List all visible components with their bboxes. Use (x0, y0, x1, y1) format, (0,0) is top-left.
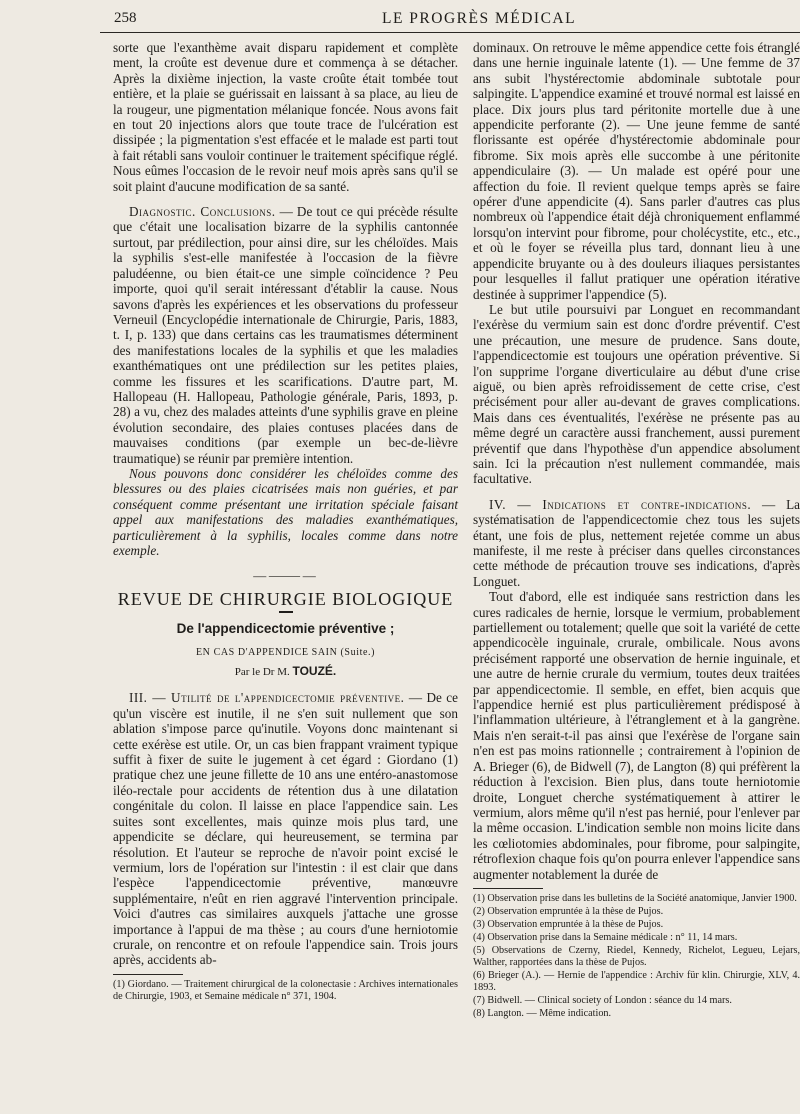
section-iv (473, 497, 800, 589)
conclusion-italic: Nous pouvons donc considérer les chéloïdes comme des blessures ou des plaies cicatrisées mais non guéries, et par conséquent comme présentant une irritation spéciale faisant appel aux manifestations des maladies exanthématiques, particulièrement à la syphilis, locales comme dans notre exemple. (113, 465, 458, 558)
author-name: TOUZÉ. (292, 664, 337, 679)
right-column (473, 40, 800, 1021)
section-iii (113, 690, 458, 967)
footnote-item: (1) Observation prise dans les bulletins de la Société anatomique, Janvier 1900. (473, 892, 797, 904)
page-number: 258 (114, 10, 137, 26)
right-paragraph-3: Tout d'abord, elle est indiquée sans restriction dans les cures radicales de hernie, lorsque le vermium, probablement partiellement ou totalement; quelle que soit la variété de cette appendicocèle inguinale, crurale, ombilicale. Nous avons précisément rapporté une observation de hernie inguinale, et une autre de hernie crurale du vermium, toutes deux traitées par appendicectomie. Il semble, en effet, bien acquis que l'appendice hernié est plus particulièrement prédisposé à l'inflammation ultérieure, à l'étranglement et à la gangrène. Mais n'en serait-t-il pas ainsi que l'exérèse de l'organe sain n'en est pas moins rationnelle ; contrairement à l'opinion de A. Brieger (6), de Bidwell (7), de Langton (8) qui préfèrent la réduction à l'excision. Bien plus, dans toute herniotomie droite, Longuet cherche systématiquement à attirer le vermium, alors même qu'il n'est pas hernié, pour l'enlever par la même occasion. L'indication semble non moins licite dans les cœliotomies abdominales, pour fibrome, pour salpingite, rétroflexion chaque fois qu'on pourra enlever l'appendice sans augmenter notablement la durée de (473, 589, 800, 882)
left-paragraph-1: sorte que l'exanthème avait disparu rapidement et complète ment, la croûte est devenue dure et commença à se détacher. Après la dixième injection, la vaste croûte était tombée tout entière, et la plaie se guérissait en laissant à sa place, au lieu de la rougeur, une pigmentation mélanique foncée. Nous avons fait en tout 20 injections alors que toute trace de l'ulcération est dissipée ; la pigmentation s'est effacée et le malade est parti tout à fait rétabli sans vouloir continuer le traitement spécifique réglé. Nous eûmes l'occasion de le revoir neuf mois après sans qu'il se soit plaint d'aucune modification de sa santé. (113, 40, 458, 194)
section-title-rule (279, 611, 293, 613)
diagnostic-text: — De tout ce qui précède résulte que c'était une localisation bizarre de la syphilis cantonnée surtout, par prédilection, pour ainsi dire, sur les chéloïdes. Mais la syphilis s'est-elle manifestée à l'occasion de la fièvre paludéenne, ou bien était-ce une simple coïncidence ? Peu importe, quoi qu'il serait intéressant d'établir la cause. Nous savons d'après les expériences et les observations du professeur Verneuil (Encyclopédie internationale de Chirurgie, Paris, 1883, t. I, p. 133) que dans certains cas les traumatismes déterminent des manifestations locales de la syphilis et que les maladies exanthématiques ont une prédilection sur les petites plaies, comme les fissures et les scarifications. D'autre part, M. Hallopeau (H. Hallopeau, Pathologie générale, Paris, 1893, p. 28) a vu, chez des malades atteints d'une syphilis grave en pleine évolution secondaire, des plaies contuses placées dans de mauvaises conditions (par exemple un bec-de-lièvre traumatique) se réunir par première intention. (113, 204, 459, 466)
page-header (100, 6, 800, 34)
diagnostic-paragraph (113, 204, 458, 466)
left-footnote-rule (113, 974, 183, 975)
running-title: LE PROGRÈS MÉDICAL (382, 10, 577, 27)
section-iii-label: III. — Utilité de l'appendicectomie préventive. (129, 690, 405, 706)
footnote-item: (3) Observation empruntée à la thèse de Pujos. (473, 918, 664, 930)
right-footnotes (473, 893, 800, 1020)
footnote-item: (2) Observation empruntée à la thèse de Pujos. (473, 905, 664, 917)
footnote-item: (5) Observations de Czerny, Riedel, Kennedy, Richelot, Legueu, Lejars, Walther, rapportées dans la thèse de Pujos. (473, 944, 800, 968)
article-case: EN CAS D'APPENDICE SAIN (Suite.) (195, 646, 376, 658)
right-paragraph-2: Le but utile poursuivi par Longuet en recommandant l'exérèse du vermium sain est donc d'ordre préventif. C'est une précaution, une mesure de prudence. Sans doute, l'appendicectomie est toujours une opération préventive. Si l'on supprime l'organe diverticulaire au début d'une crise aiguë, ou bien après refroidissement de cette crise, c'est précisément pour aller au-devant de graves complications. Mais dans ces éventualités, l'exérèse ne présente pas au même degré un caractère aussi franchement, aussi purement préventif que dans l'hypothèse d'un appendice absolument sain. Ici la précaution n'est nullement commandée, mais facultative. (473, 301, 800, 487)
footnote-item: (8) Langton. — Même indication. (473, 1007, 612, 1019)
article-title: De l'appendicectomie préventive ; (176, 621, 395, 637)
left-column (113, 40, 458, 1003)
section-divider: —⸻— (253, 568, 318, 584)
diagnostic-label: Diagnostic. Conclusions. (129, 204, 276, 220)
section-iv-text: — La systématisation de l'appendicectomie chez tous les sujets étant, une fois de plus, nettement rejetée comme un abus manifeste, il me reste à préciser dans quelles circonstances cette méthode de précaution trouve ses indications, d'après Longuet. (473, 496, 800, 589)
header-rule (100, 32, 800, 33)
article-author (113, 664, 458, 680)
footnote-item: (7) Bidwell. — Clinical society of London : séance du 14 mars. (473, 994, 732, 1006)
footnote-item: (6) Brieger (A.). — Hernie de l'appendice : Archiv für klin. Chirurgie, XLV, 4. 1893. (473, 969, 800, 993)
left-footnote: (1) Giordano. — Traitement chirurgical de la colonectasie : Archives internationales de Chirurgie, 1903, et Semaine médicale n° 371, 1904. (113, 978, 458, 1002)
author-prefix: Par le Dr M. (234, 666, 290, 679)
section-iii-text: — De ce qu'un viscère est inutile, il ne s'en suit nullement que son ablation s'impose parce qu'inutile. Voyons donc maintenant si cette exérèse est utile. Or, un cas bien frappant vraiment typique suffit à fixer de suite le jugement à cet égard : Giordano (1) pratique chez une jeune fillette de 10 ans une entéro-anastomose iléo-rectale pour accidents de rétention dus à une dilatation congénitale du colon. Il laisse en place l'appendice sain. Les suites sont excellentes, mais quinze mois plus tard, une appendicite se déclare, qui heureusement, se termina par résolution. Et l'auteur se reproche de n'avoir point excisé le vermium, lors de l'opération sur l'intestin : il est clair que dans l'espèce l'appendicectomie préventive, manœuvre supplémentaire, n'eût en rien aggravé l'intervention principale. Voici d'autres cas similaires auxquels j'attache une grosse importance à l'appui de ma thèse ; au cours d'une herniotomie crurale, on rencontre et on refoule l'appendice sain. Trois jours après, accidents ab- (113, 690, 459, 968)
section-iv-label: IV. — Indications et contre-indications. (489, 496, 752, 512)
footnote-item: (4) Observation prise dans la Semaine médicale : n° 11, 14 mars. (473, 931, 738, 943)
right-footnote-rule (473, 888, 543, 889)
right-paragraph-1: dominaux. On retrouve le même appendice cette fois étranglé dans une hernie inguinale latente (1). — Une femme de 37 ans subit l'hystérectomie abdominale subtotale pour salpingite. L'appendice examiné et trouvé normal est laissé en place. Dix jours plus tard péritonite mortelle due à une appendicite perforante (2). — Une jeune femme de santé florissante est opérée d'hystérectomie abdominale pour fibrome. Six mois après elle succombe à une péritonite appendiculaire (3). — Un malade est opéré pour une affection du foie. Il revient quelque temps après se faire opérer d'une appendicite (4). Sans parler d'autres cas plus nombreux où l'appendice était déjà chroniquement enflammé lorsqu'on intervint pour fibrome, pour cholécystite, etc., etc., et où le foyer se réveilla plus tard, donnant lieu à une appendicite bruyante ou à des douleurs iliaques persistantes pour lesquelles il fallut pratiquer une opération itérative destinée à supprimer l'appendice (5). (473, 40, 800, 302)
section-title: REVUE DE CHIRURGIE BIOLOGIQUE (117, 588, 454, 609)
